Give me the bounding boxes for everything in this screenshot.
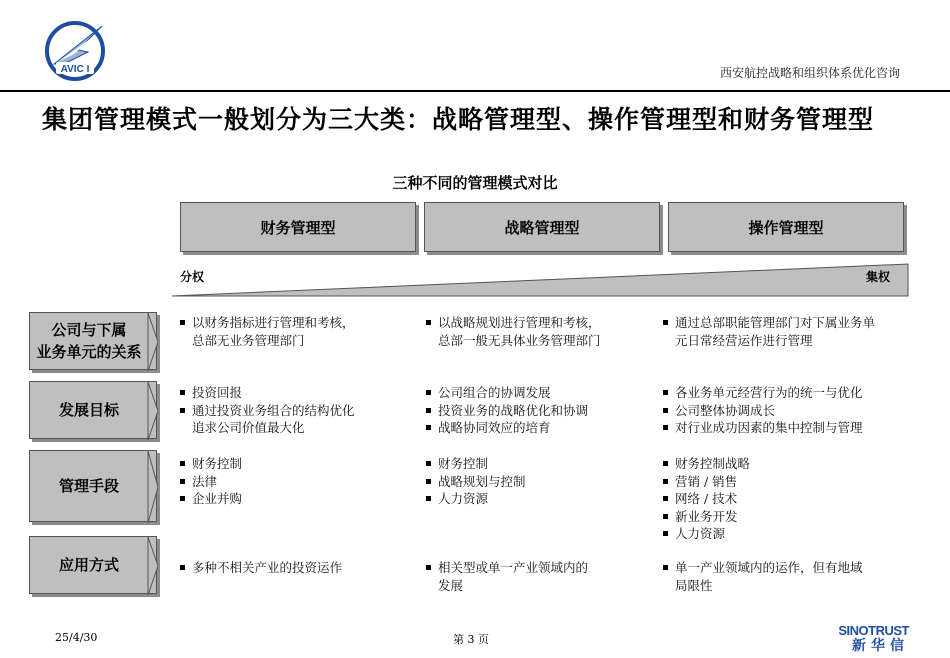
bullet-item: 以战略规划进行管理和考核， 总部一般无具体业务管理部门 [426, 314, 658, 349]
cell-goals-operation [663, 384, 911, 437]
bullet-item: 公司整体协调成长 [663, 402, 911, 420]
bullet-item: 财务控制战略 [663, 455, 911, 473]
bullet-item: 营销 / 销售 [663, 473, 911, 491]
cell-means-operation [663, 455, 911, 543]
bullet-item: 财务控制 [180, 455, 410, 473]
cell-relationship-operation [663, 314, 911, 349]
page-number: 第 3 页 [453, 633, 489, 646]
row-label-goals: 发展目标 [29, 381, 157, 439]
bullet-item: 公司组合的协调发展 [426, 384, 658, 402]
header-divider [0, 90, 950, 92]
company-name: 西安航控战略和组织体系优化咨询 [719, 66, 900, 80]
row-label-application: 应用方式 [29, 536, 157, 594]
cell-relationship-strategy [426, 314, 658, 349]
bullet-item: 网络 / 技术 [663, 490, 911, 508]
logo-text: AVIC I [60, 64, 90, 75]
column-header-operation: 操作管理型 [668, 202, 904, 252]
row-label-means: 管理手段 [29, 450, 157, 522]
bullet-item: 人力资源 [663, 525, 911, 543]
cell-goals-strategy [426, 384, 658, 437]
brand-name-cn: 新华信 [852, 638, 909, 654]
cell-application-operation [663, 559, 911, 594]
bullet-item: 单一产业领域内的运作，但有地域 局限性 [663, 559, 911, 594]
cell-application-finance [180, 559, 410, 577]
decentralization-label: 分权 [180, 270, 205, 284]
row-label-relationship: 公司与下属 业务单元的关系 [29, 312, 157, 370]
bullet-item: 对行业成功因素的集中控制与管理 [663, 419, 911, 437]
cell-means-strategy [426, 455, 658, 508]
brand-name-en: SINOTRUST [838, 623, 909, 638]
table-subtitle: 三种不同的管理模式对比 [392, 174, 558, 192]
bullet-item: 通过总部职能管理部门对下属业务单 元日常经营运作进行管理 [663, 314, 911, 349]
page-title: 集团管理模式一般划分为三大类：战略管理型、操作管理型和财务管理型 [42, 105, 875, 134]
bullet-item: 投资回报 [180, 384, 410, 402]
bullet-item: 人力资源 [426, 490, 658, 508]
avic-logo [44, 20, 106, 82]
column-header-finance: 财务管理型 [180, 202, 416, 252]
bullet-item: 新业务开发 [663, 508, 911, 526]
bullet-item: 战略协同效应的培育 [426, 419, 658, 437]
bullet-item: 法律 [180, 473, 410, 491]
bullet-item: 多种不相关产业的投资运作 [180, 559, 410, 577]
cell-application-strategy [426, 559, 658, 594]
bullet-item: 各业务单元经营行为的统一与优化 [663, 384, 911, 402]
bullet-item: 通过投资业务组合的结构优化 追求公司价值最大化 [180, 402, 410, 437]
column-header-strategy: 战略管理型 [424, 202, 660, 252]
sinotrust-logo [833, 624, 909, 654]
cell-means-finance [180, 455, 410, 508]
centralization-label: 集权 [866, 270, 891, 284]
cell-goals-finance [180, 384, 410, 437]
centralization-wedge [170, 262, 912, 298]
bullet-item: 战略规划与控制 [426, 473, 658, 491]
bullet-item: 相关型或单一产业领域内的 发展 [426, 559, 658, 594]
bullet-item: 以财务指标进行管理和考核， 总部无业务管理部门 [180, 314, 410, 349]
bullet-item: 财务控制 [426, 455, 658, 473]
footer-date: 25/4/30 [55, 631, 98, 644]
bullet-item: 投资业务的战略优化和协调 [426, 402, 658, 420]
bullet-item: 企业并购 [180, 490, 410, 508]
cell-relationship-finance [180, 314, 410, 349]
